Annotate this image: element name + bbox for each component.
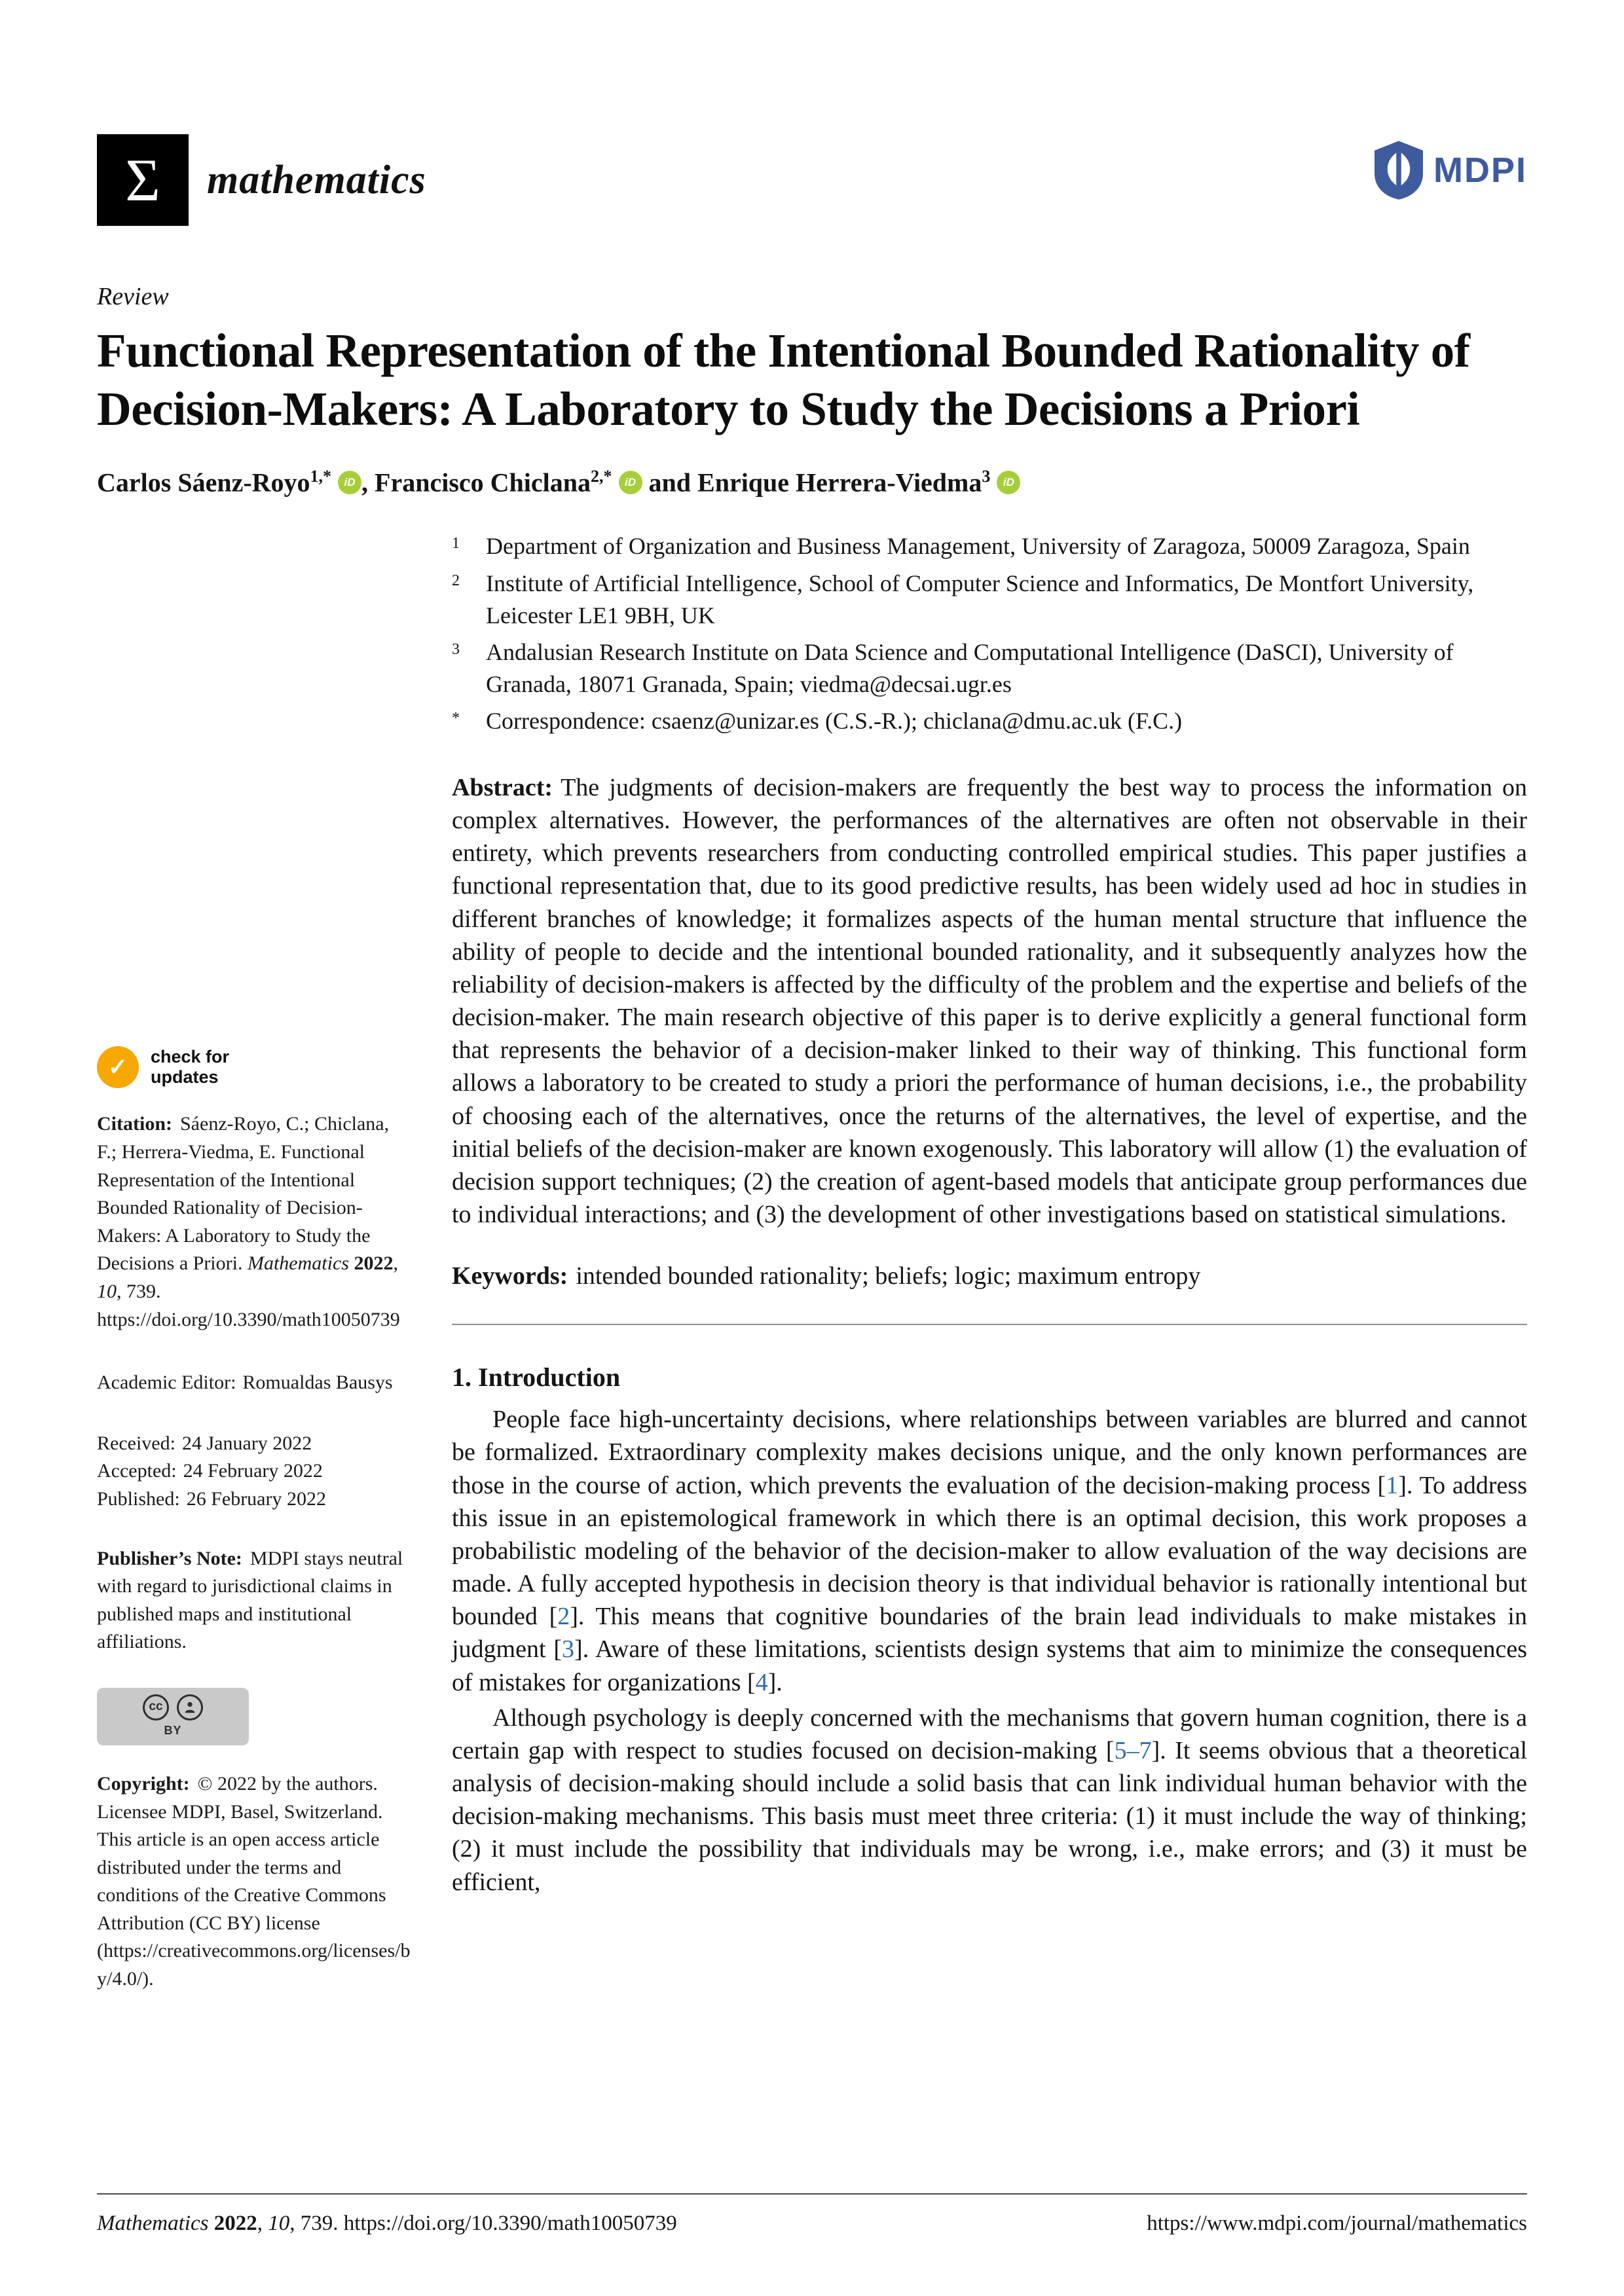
affiliation-row — [452, 636, 1527, 700]
reference-link[interactable]: 1 — [1386, 1471, 1399, 1499]
received-date — [97, 1430, 411, 1458]
publishers-note-label: Publisher’s Note: — [97, 1547, 242, 1569]
content-columns — [97, 530, 1527, 1993]
check-badge-label — [151, 1047, 229, 1087]
text-segment: , 739. https://doi.org/10.3390/math10050739 — [289, 2212, 677, 2235]
abstract-text: The judgments of decision-makers are frequently the best way to process the information on complex alternatives. However, the performances of the alternatives are often not observable in their entirety, which prevents researchers from conducting controlled empirical studies. This paper justifies a functional representation that, due to its good predictive results, has been widely used ad hoc in studies in different branches of knowledge; it formalizes aspects of the human mental structure that influence the ability of people to decide and the intentional bounded rationality, and it subsequently analyzes how the reliability of decision-makers is affected by the difficulty of the problem and the expertise and beliefs of the decision-maker. The main research objective of this paper is to derive explicitly a general functional form that represents the behavior of a decision-maker linked to their way of thinking. This functional form allows a laboratory to be created to study a priori the performance of human decisions, i.e., the probability of choosing each of the alternatives, once the returns of the alternatives, the level of expertise, and the initial beliefs of the decision-maker are known exogenously. This laboratory will allow (1) the evaluation of decision support techniques; (2) the creation of agent-based models that anticipate group performances due to individual interactions; and (3) the development of other investigations based on statistical simulations. — [452, 773, 1527, 1229]
copyright-text: © 2022 by the authors. Licensee MDPI, Basel, Switzerland. This article is an open access article distributed under the terms and conditions of the Creative Commons Attribution (CC BY) license (https://creativecommons.org/licenses/by/4.0/). — [97, 1772, 411, 1990]
author-affiliation-sup: 3 — [982, 467, 991, 486]
dates-block — [97, 1430, 411, 1514]
mdpi-logo — [1375, 141, 1527, 200]
reference-link[interactable]: 5–7 — [1114, 1736, 1152, 1764]
author-name: Carlos Sáenz-Royo — [97, 467, 310, 498]
intro-paragraph — [452, 1702, 1527, 1899]
abstract-label: Abstract: — [452, 773, 553, 801]
text-segment: ]. To address this issue in an epistemological framework in which there is an optimal decision, this work proposes a probabilistic modeling of the behavior of the decision-maker to allow evaluation of the way decisions are made. A fully accepted hypothesis in decision theory is that individual behavior is rationally intentional but bounded [ — [452, 1471, 1527, 1631]
academic-editor-name: Romualdas Bausys — [242, 1372, 393, 1394]
check-for-updates-badge[interactable] — [97, 1046, 411, 1088]
page-footer — [97, 2193, 1527, 2236]
section-heading: 1. Introduction — [452, 1362, 621, 1393]
text-segment: Sáenz-Royo, C.; Chiclana, F.; Herrera-Viedma, E. Functional Representation of the Intentional Bounded Rationality of Decision-Makers: A Laboratory to Study the Decisions a Priori. — [97, 1113, 390, 1275]
affiliations-block — [452, 530, 1527, 737]
footer-rule — [97, 2193, 1527, 2195]
check-badge-line1: check for — [151, 1047, 230, 1067]
article-type-label: Review — [97, 283, 169, 310]
reference-link[interactable]: 2 — [557, 1603, 570, 1631]
by-person-icon — [177, 1694, 203, 1721]
sigma-logo-icon — [97, 134, 189, 226]
author-separator: , — [361, 467, 375, 498]
accepted-value: 24 February 2022 — [183, 1460, 323, 1482]
reference-link[interactable]: 3 — [562, 1635, 575, 1664]
text-segment: 10 — [97, 1280, 117, 1302]
sidebar — [97, 530, 411, 1993]
citation-text — [97, 1113, 400, 1330]
text-segment: ]. This means that cognitive boundaries of the brain lead individuals to make mistakes in judgment [ — [452, 1603, 1527, 1664]
text-segment: ]. — [767, 1668, 783, 1696]
copyright-label: Copyright: — [97, 1772, 190, 1795]
accepted-date — [97, 1457, 411, 1485]
published-value: 26 February 2022 — [186, 1487, 326, 1510]
received-label: Received: — [97, 1432, 175, 1454]
correspondence-text: Correspondence: csaenz@unizar.es (C.S.-R.); chiclana@dmu.ac.uk (F.C.) — [486, 708, 1183, 735]
received-value: 24 January 2022 — [181, 1432, 312, 1454]
cc-glyph: cc — [149, 1700, 163, 1714]
citation-block — [97, 1110, 411, 1334]
copyright-block — [97, 1770, 411, 1994]
affiliation-row — [452, 530, 1527, 562]
masthead — [97, 134, 1527, 226]
cc-by-license-badge[interactable] — [97, 1688, 249, 1745]
journal-logo — [97, 134, 426, 226]
keywords-text: intended bounded rationality; beliefs; logic; maximum entropy — [576, 1262, 1201, 1290]
check-badge-line2: updates — [151, 1067, 219, 1087]
academic-editor-label: Academic Editor: — [97, 1372, 236, 1394]
check-glyph: ✓ — [107, 1054, 128, 1081]
mdpi-wordmark: MDPI — [1433, 151, 1527, 190]
accepted-label: Accepted: — [97, 1460, 177, 1482]
journal-wordmark: mathematics — [207, 157, 426, 202]
affiliation-marker: 3 — [452, 641, 460, 659]
footer-journal-url[interactable]: https://www.mdpi.com/journal/mathematics — [1147, 2212, 1527, 2235]
author-affiliation-sup: 1,* — [310, 467, 332, 486]
publishers-note — [97, 1545, 411, 1656]
keywords — [452, 1260, 1527, 1292]
person-glyph — [183, 1700, 197, 1715]
orcid-icon[interactable] — [338, 471, 361, 494]
footer-citation — [97, 2212, 677, 2236]
sigma-glyph: Σ — [125, 147, 160, 213]
author-and: and — [642, 467, 698, 498]
text-segment: , — [393, 1252, 398, 1275]
affiliation-row — [452, 568, 1527, 631]
text-segment: Although psychology is deeply concerned with the mechanisms that govern human cognition, there is a certain gap with respect to studies focused on decision-making [ — [452, 1704, 1527, 1764]
cc-badge-icons — [143, 1694, 203, 1721]
affiliation-marker: 1 — [452, 535, 460, 553]
text-segment: ]. Aware of these limitations, scientists design systems that aim to minimize the consequences of mistakes for organizations [ — [452, 1635, 1527, 1696]
check-icon — [97, 1046, 139, 1088]
cc-by-label: BY — [164, 1723, 182, 1737]
article-title: Functional Representation of the Intentional Bounded Rationality of Decision-Makers: A Laboratory to Study the Decisions a Priori — [97, 324, 1470, 436]
orcid-icon[interactable] — [997, 471, 1020, 494]
authors-line — [97, 467, 1527, 498]
academic-editor — [97, 1369, 411, 1397]
published-date — [97, 1485, 411, 1514]
author-affiliation-sup: 2,* — [591, 467, 612, 486]
intro-paragraph — [452, 1403, 1527, 1698]
orcid-icon[interactable] — [619, 471, 642, 494]
cc-icon — [143, 1694, 169, 1721]
text-segment: 2022 — [354, 1252, 394, 1275]
text-segment: 2022 — [213, 2212, 257, 2235]
correspondence-marker: * — [452, 710, 460, 727]
text-segment: , — [257, 2212, 268, 2235]
affiliation-text: Institute of Artificial Intelligence, School of Computer Science and Informatics, De Montfort University, Leicester LE1 9BH, UK — [486, 570, 1474, 629]
mdpi-emblem-icon — [1375, 141, 1423, 200]
correspondence-row — [452, 705, 1527, 737]
text-segment: ]. It seems obvious that a theoretical analysis of decision-making should include a solid basis that can link individual human behavior with the decision-making mechanisms. This basis must meet three criteria: (1) it must include the way of thinking; (2) it must include the possibility that individuals may be wrong, i.e., make errors; and (3) it must be efficient, — [452, 1736, 1527, 1896]
main-column — [452, 530, 1527, 1898]
orcid-glyph: iD — [1003, 476, 1014, 489]
affiliation-marker: 2 — [452, 572, 460, 590]
author-name: Enrique Herrera-Viedma — [697, 467, 982, 498]
text-segment: 10 — [268, 2212, 290, 2235]
publishers-note-text: MDPI stays neutral with regard to jurisdictional claims in published maps and institutional affiliations. — [97, 1547, 403, 1653]
published-label: Published: — [97, 1487, 180, 1510]
affiliation-text: Department of Organization and Business Management, University of Zaragoza, 50009 Zaragoza, Spain — [486, 533, 1470, 560]
citation-label: Citation: — [97, 1113, 172, 1135]
footer-row — [97, 2212, 1527, 2236]
orcid-glyph: iD — [344, 476, 356, 489]
keywords-label: Keywords: — [452, 1262, 568, 1290]
section-divider — [452, 1324, 1527, 1325]
text-segment: People face high-uncertainty decisions, where relationships between variables are blurred and cannot be formalized. Extraordinary complexity makes decisions unique, and the only known performances are those in the course of action, which prevents the evaluation of the decision-making process [ — [452, 1406, 1527, 1499]
text-segment: Mathematics — [97, 2212, 214, 2235]
author-name: Francisco Chiclana — [375, 467, 591, 498]
orcid-glyph: iD — [625, 476, 637, 489]
reference-link[interactable]: 4 — [755, 1668, 768, 1696]
text-segment: Mathematics — [247, 1252, 354, 1275]
affiliation-text: Andalusian Research Institute on Data Science and Computational Intelligence (DaSCI), University of Granada, 18071 Granada, Spain; viedma@decsai.ugr.es — [486, 639, 1454, 697]
text-segment: , 739. https://doi.org/10.3390/math10050739 — [97, 1280, 400, 1330]
abstract — [452, 771, 1527, 1231]
